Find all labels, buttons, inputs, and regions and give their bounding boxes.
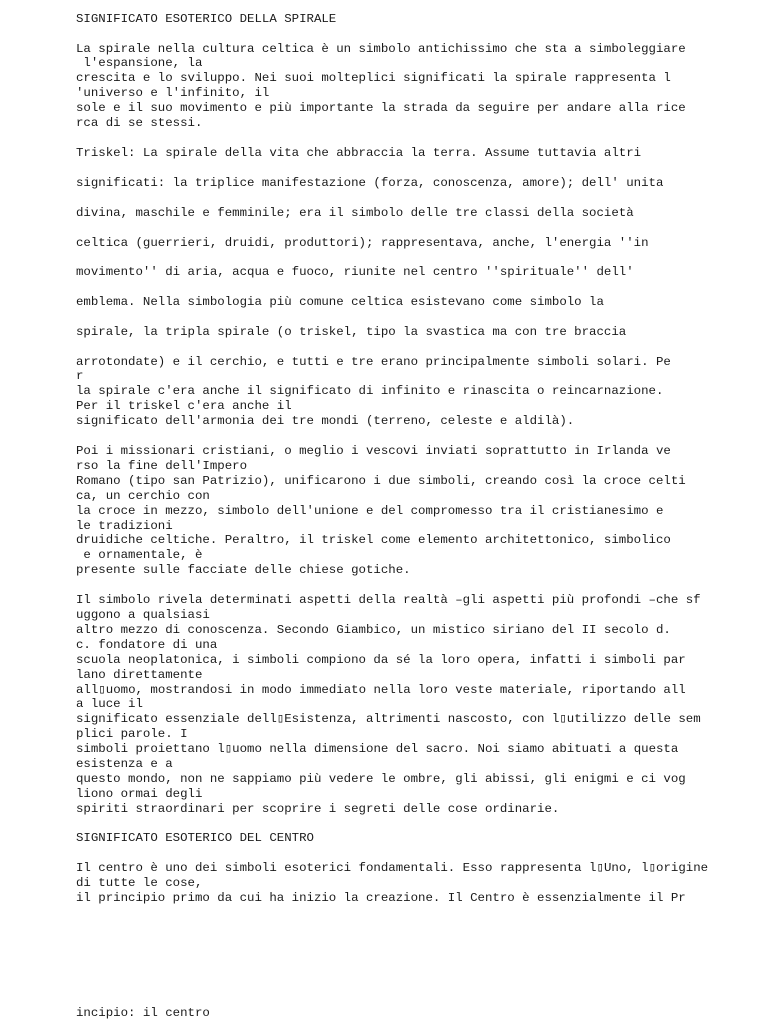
text-line: druidiche celtiche. Peraltro, il triskel come elemento architettonico, simbolico xyxy=(76,533,671,547)
text-line: Per il triskel c'era anche il xyxy=(76,399,292,413)
text-line: Il simbolo rivela determinati aspetti della realtà –gli aspetti più profondi –che sf xyxy=(76,593,701,607)
text-line: significato essenziale dell▯Esistenza, altrimenti nascosto, con l▯utilizzo delle sem xyxy=(76,712,701,726)
text-line: Triskel: La spirale della vita che abbraccia la terra. Assume tuttavia altri xyxy=(76,146,642,160)
text-line: celtica (guerrieri, druidi, produttori); rappresentava, anche, l'energia ''in xyxy=(76,236,649,250)
text-line: ca, un cerchio con xyxy=(76,489,210,503)
text-line: movimento'' di aria, acqua e fuoco, riunite nel centro ''spirituale'' dell' xyxy=(76,265,634,279)
text-line: rso la fine dell'Impero xyxy=(76,459,248,473)
text-line: esistenza e a xyxy=(76,757,173,771)
text-line: liono ormai degli xyxy=(76,787,203,801)
text-line: plici parole. I xyxy=(76,727,188,741)
text-line: incipio: il centro xyxy=(76,1006,210,1020)
text-line: Poi i missionari cristiani, o meglio i vescovi inviati soprattutto in Irlanda ve xyxy=(76,444,671,458)
text-line: uggono a qualsiasi xyxy=(76,608,210,622)
text-line: crescita e lo sviluppo. Nei suoi molteplici significati la spirale rappresenta l xyxy=(76,71,671,85)
text-line: arrotondate) e il cerchio, e tutti e tre erano principalmente simboli solari. Pe xyxy=(76,355,671,369)
text-line: simboli proiettano l▯uomo nella dimensione del sacro. Noi siamo abituati a questa xyxy=(76,742,679,756)
text-line: altro mezzo di conoscenza. Secondo Giambico, un mistico siriano del II secolo d. xyxy=(76,623,671,637)
text-line: rca di se stessi. xyxy=(76,116,203,130)
text-line: presente sulle facciate delle chiese gotiche. xyxy=(76,563,411,577)
text-line: all▯uomo, mostrandosi in modo immediato nella loro veste materiale, riportando all xyxy=(76,683,686,697)
text-line: c. fondatore di una xyxy=(76,638,218,652)
text-line: l'espansione, la xyxy=(76,56,203,70)
text-line: scuola neoplatonica, i simboli compiono da sé la loro opera, infatti i simboli par xyxy=(76,653,686,667)
section-heading: SIGNIFICATO ESOTERICO DELLA SPIRALE xyxy=(76,12,337,26)
section-heading: SIGNIFICATO ESOTERICO DEL CENTRO xyxy=(76,831,314,845)
text-line: emblema. Nella simbologia più comune celtica esistevano come simbolo la xyxy=(76,295,604,309)
text-line: 'universo e l'infinito, il xyxy=(76,86,270,100)
text-line: a luce il xyxy=(76,697,143,711)
text-line: le tradizioni xyxy=(76,519,173,533)
text-line: di tutte le cose, xyxy=(76,876,203,890)
text-line: Romano (tipo san Patrizio), unificarono i due simboli, creando così la croce celti xyxy=(76,474,686,488)
text-line: Il centro è uno dei simboli esoterici fondamentali. Esso rappresenta l▯Uno, l▯origine xyxy=(76,861,709,875)
text-line: divina, maschile e femminile; era il simbolo delle tre classi della società xyxy=(76,206,634,220)
text-line: questo mondo, non ne sappiamo più vedere le ombre, gli abissi, gli enigmi e ci vog xyxy=(76,772,686,786)
text-line: la spirale c'era anche il significato di infinito e rinascita o reincarnazione. xyxy=(76,384,664,398)
text-line: e ornamentale, è xyxy=(76,548,203,562)
text-line: r xyxy=(76,369,84,383)
text-line: lano direttamente xyxy=(76,668,203,682)
text-line: significato dell'armonia dei tre mondi (terreno, celeste e aldilà). xyxy=(76,414,575,428)
text-line: significati: la triplice manifestazione (forza, conoscenza, amore); dell' unita xyxy=(76,176,664,190)
text-line: sole e il suo movimento e più importante la strada da seguire per andare alla rice xyxy=(76,101,686,115)
text-line: spiriti straordinari per scoprire i segreti delle cose ordinarie. xyxy=(76,802,560,816)
text-line: il principio primo da cui ha inizio la creazione. Il Centro è essenzialmente il Pr xyxy=(76,891,686,905)
text-line: la croce in mezzo, simbolo dell'unione e del compromesso tra il cristianesimo e xyxy=(76,504,664,518)
text-line: La spirale nella cultura celtica è un simbolo antichissimo che sta a simboleggiare xyxy=(76,42,686,56)
text-line: spirale, la tripla spirale (o triskel, tipo la svastica ma con tre braccia xyxy=(76,325,627,339)
